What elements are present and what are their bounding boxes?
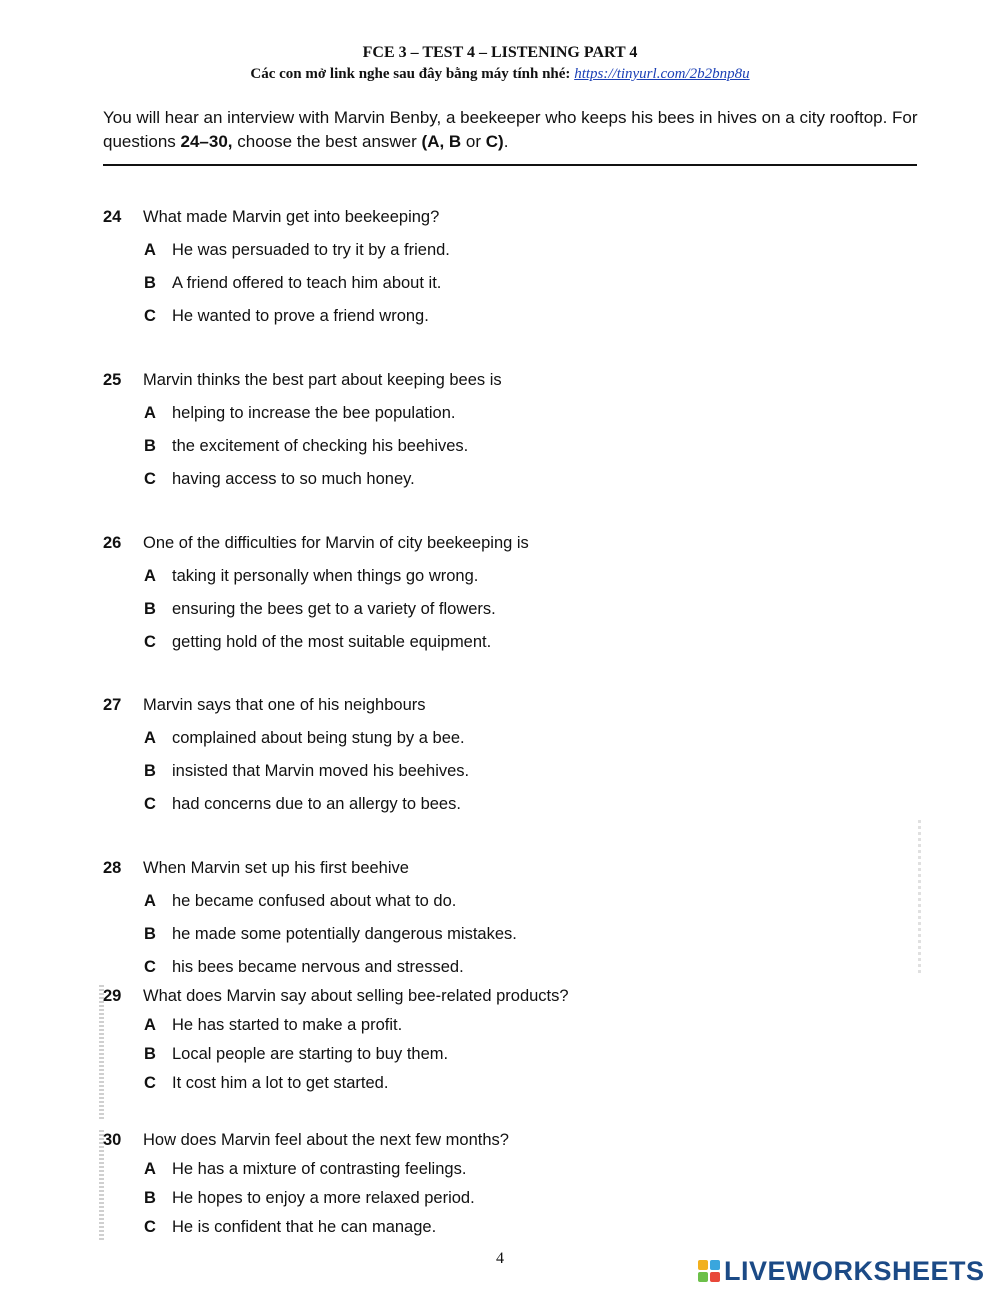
option-b[interactable]: B ensuring the bees get to a variety of flowers. (144, 600, 496, 618)
question-number: 30 (103, 1131, 122, 1149)
option-a[interactable]: A taking it personally when things go wrong. (144, 567, 479, 585)
document-title: FCE 3 – TEST 4 – LISTENING PART 4 (362, 44, 638, 61)
option-b[interactable]: B He hopes to enjoy a more relaxed period. (144, 1189, 475, 1207)
scan-artifact (918, 820, 921, 975)
audio-link[interactable]: https://tinyurl.com/2b2bnp8u (574, 66, 750, 82)
option-c[interactable]: C had concerns due to an allergy to bees. (144, 795, 461, 813)
option-c[interactable]: C getting hold of the most suitable equipment. (144, 633, 492, 651)
question-28 (103, 856, 923, 988)
option-b[interactable]: B the excitement of checking his beehives. (144, 437, 469, 455)
page-number: 4 (496, 1250, 504, 1267)
option-a[interactable]: A He has a mixture of contrasting feelings. (144, 1160, 467, 1178)
subtitle-text: Các con mở link nghe sau đây bằng máy tính nhé: (250, 66, 571, 82)
logo-text: LIVEWORKSHEETS (724, 1255, 985, 1286)
question-text: Marvin says that one of his neighbours (143, 696, 426, 714)
question-24 (103, 205, 923, 337)
option-b[interactable]: B Local people are starting to buy them. (144, 1045, 449, 1063)
question-number: 25 (103, 371, 122, 389)
option-c[interactable]: C It cost him a lot to get started. (144, 1074, 389, 1092)
question-number: 24 (103, 208, 122, 226)
document-subtitle (0, 66, 1000, 83)
question-29 (103, 984, 923, 1100)
option-b[interactable]: B A friend offered to teach him about it. (144, 274, 442, 292)
option-a[interactable]: A he became confused about what to do. (144, 892, 457, 910)
question-text: Marvin thinks the best part about keeping bees is (143, 371, 502, 389)
question-25 (103, 368, 923, 500)
question-number: 28 (103, 859, 122, 877)
question-text: One of the difficulties for Marvin of city beekeeping is (143, 534, 529, 552)
question-number: 26 (103, 534, 122, 552)
question-text: What made Marvin get into beekeeping? (143, 208, 440, 226)
liveworksheets-logo (698, 1256, 985, 1286)
instructions: You will hear an interview with Marvin Benby, a beekeeper who keeps his bees in hives on a city rooftop. For questions 24–30, choose the best answer (A, B or C). (103, 108, 918, 151)
logo-icon (698, 1260, 720, 1282)
option-b[interactable]: B he made some potentially dangerous mistakes. (144, 925, 517, 943)
option-c[interactable]: C He is confident that he can manage. (144, 1218, 437, 1236)
option-b[interactable]: B insisted that Marvin moved his beehives. (144, 762, 470, 780)
divider (103, 164, 917, 166)
option-a[interactable]: A complained about being stung by a bee. (144, 729, 465, 747)
option-a[interactable]: A helping to increase the bee population. (144, 404, 456, 422)
question-26 (103, 531, 923, 663)
option-c[interactable]: C He wanted to prove a friend wrong. (144, 307, 429, 325)
question-number: 27 (103, 696, 122, 714)
option-a[interactable]: A He was persuaded to try it by a friend. (144, 241, 450, 259)
option-c[interactable]: C his bees became nervous and stressed. (144, 958, 464, 976)
option-a[interactable]: A He has started to make a profit. (144, 1016, 403, 1034)
question-text: When Marvin set up his first beehive (143, 859, 409, 877)
question-27 (103, 693, 923, 825)
question-text: How does Marvin feel about the next few months? (143, 1131, 509, 1149)
question-number: 29 (103, 987, 122, 1005)
question-30 (103, 1128, 923, 1244)
option-c[interactable]: C having access to so much honey. (144, 470, 415, 488)
question-text: What does Marvin say about selling bee-related products? (143, 987, 569, 1005)
